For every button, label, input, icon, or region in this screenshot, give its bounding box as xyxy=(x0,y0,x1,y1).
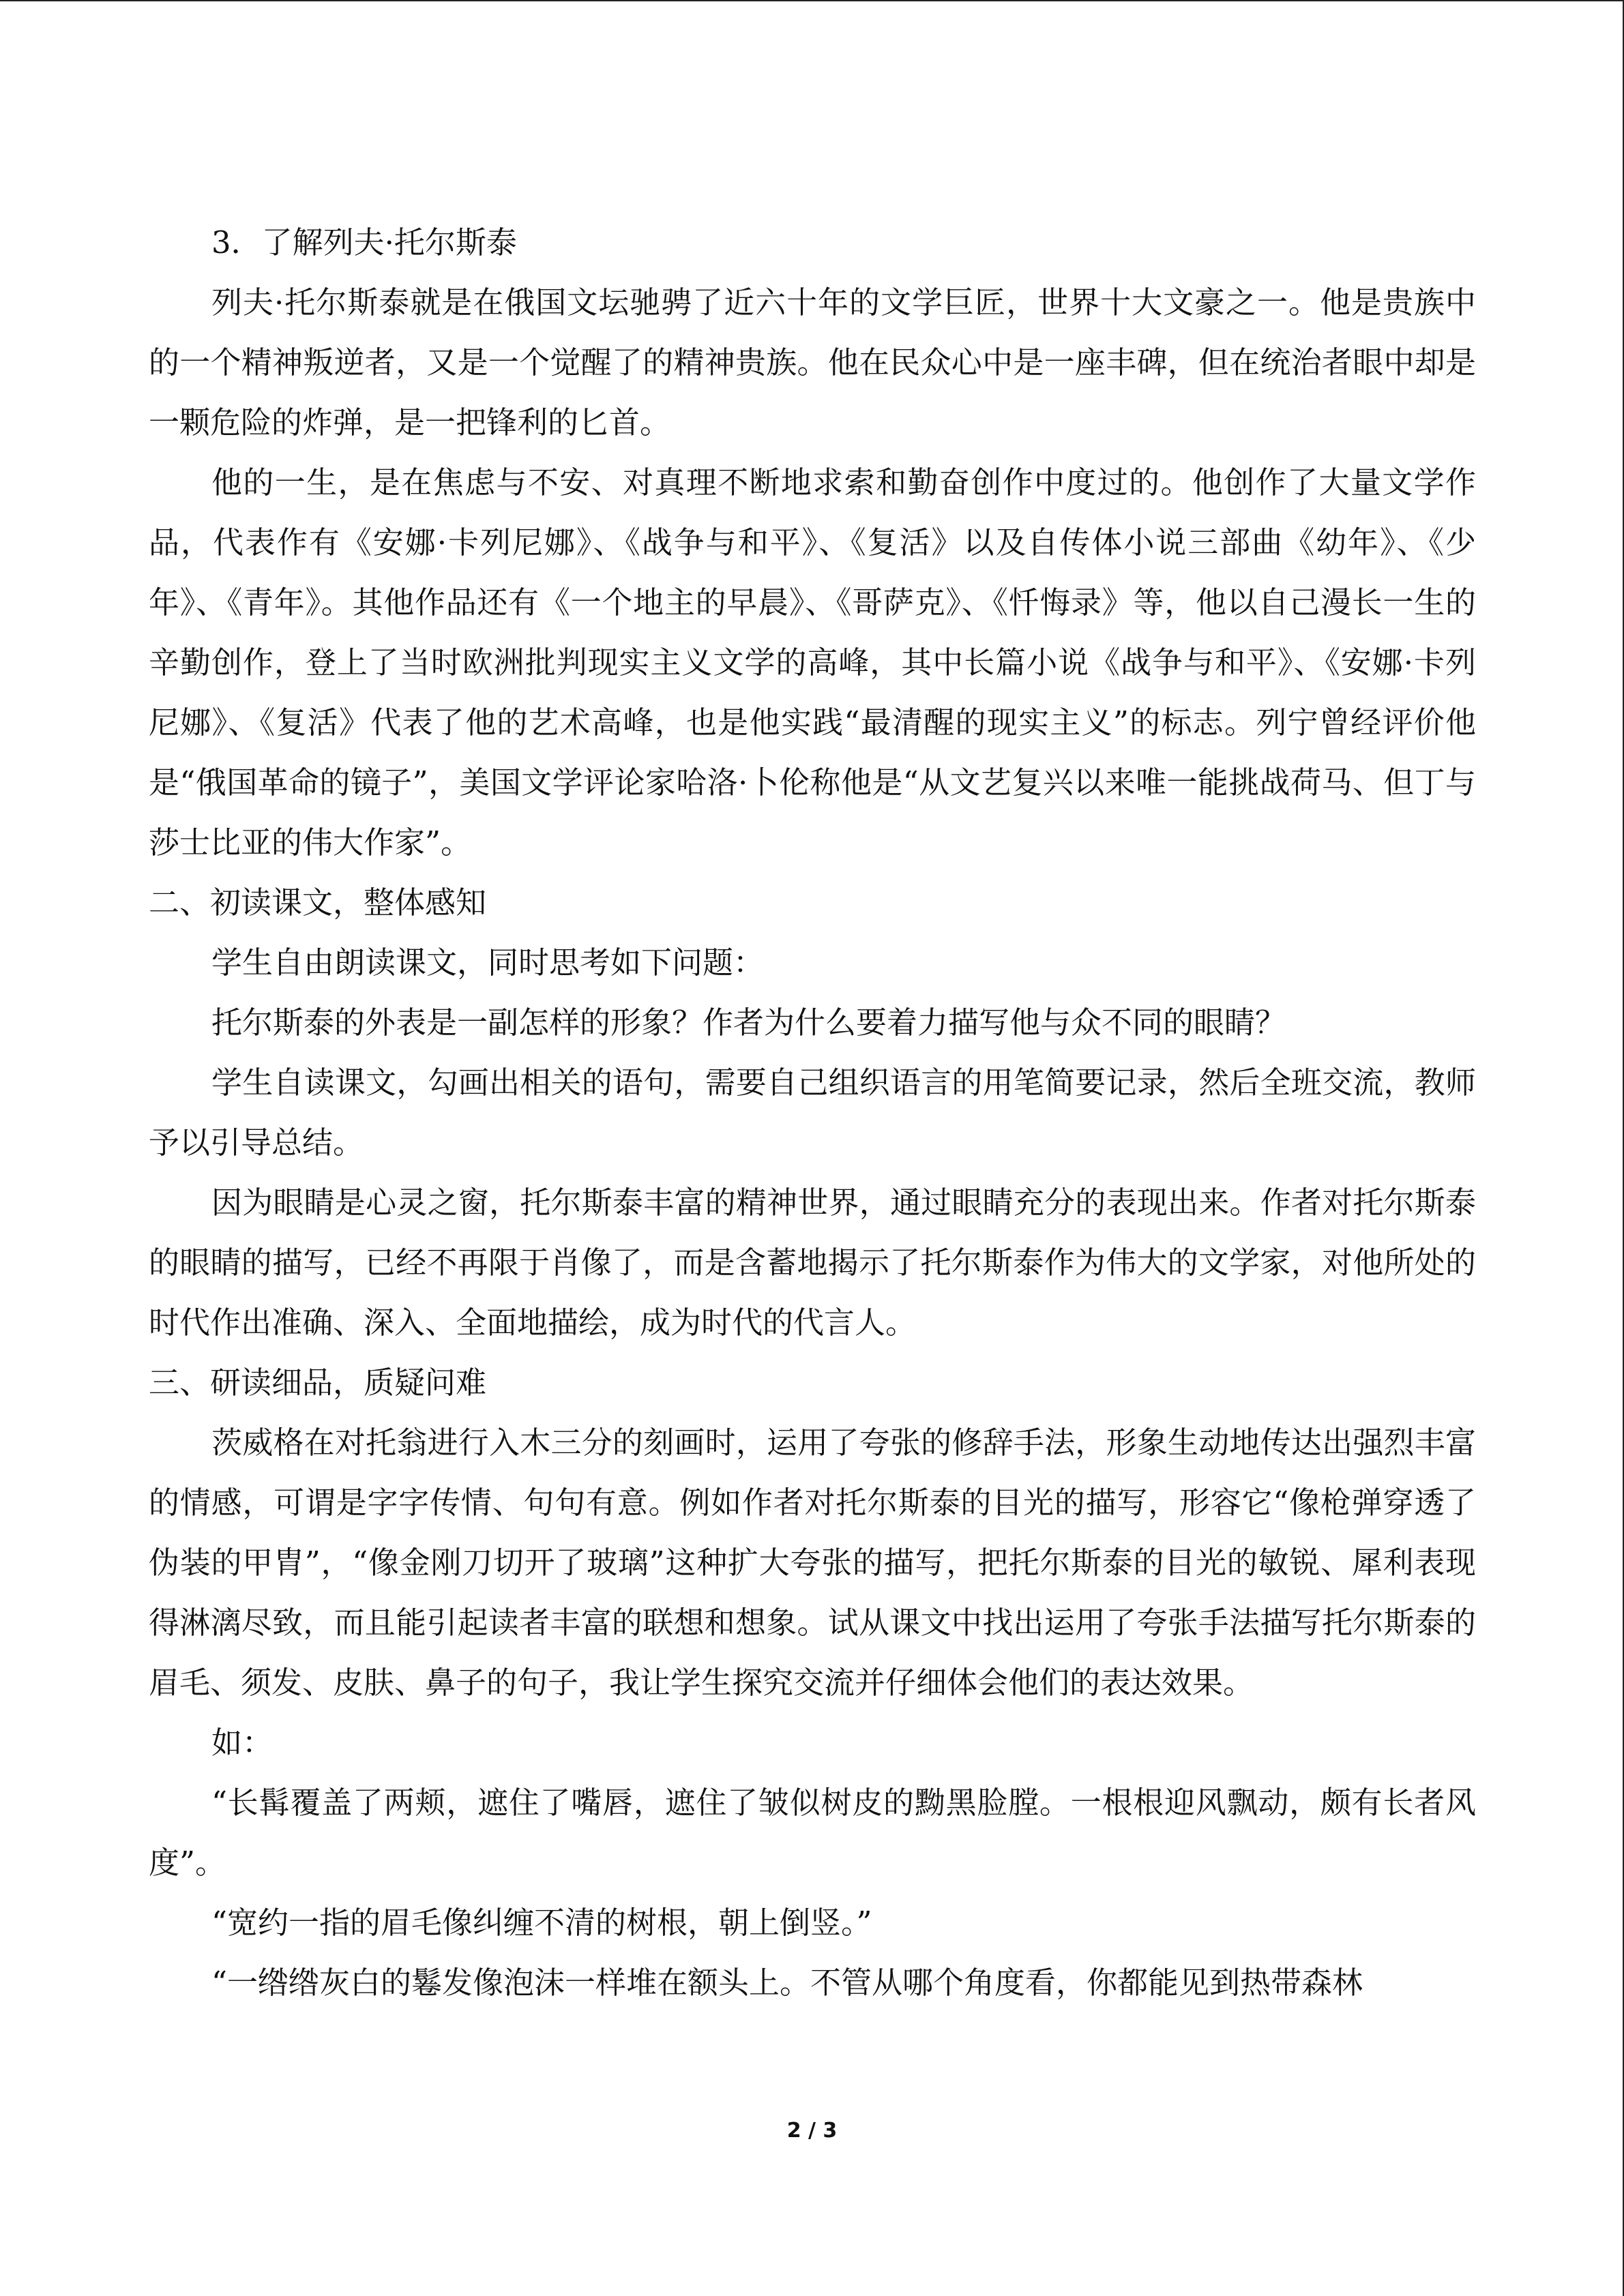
quote-paragraph: “一绺绺灰白的鬈发像泡沫一样堆在额头上。不管从哪个角度看，你都能见到热带森林 xyxy=(211,1965,1363,2001)
document-body xyxy=(149,213,1476,2013)
section-heading: 三、研读细品，质疑问难 xyxy=(149,1365,487,1401)
paragraph: 学生自读课文，勾画出相关的语句，需要自己组织语言的用笔简要记录，然后全班交流，教师予以引导总结。 xyxy=(149,1064,1476,1161)
paragraph: 因为眼睛是心灵之窗，托尔斯泰丰富的精神世界，通过眼睛充分的表现出来。作者对托尔斯泰的眼睛的描写，已经不再限于肖像了，而是含蓄地揭示了托尔斯泰作为伟大的文学家，对他所处的时代作出准确、深入、全面地描绘，成为时代的代言人。 xyxy=(149,1184,1476,1341)
paragraph: 列夫·托尔斯泰就是在俄国文坛驰骋了近六十年的文学巨匠，世界十大文豪之一。他是贵族中的一个精神叛逆者，又是一个觉醒了的精神贵族。他在民众心中是一座丰碑，但在统治者眼中却是一颗危险的炸弹，是一把锋利的匕首。 xyxy=(149,284,1476,441)
quote-paragraph: “长髯覆盖了两颊，遮住了嘴唇，遮住了皱似树皮的黝黑脸膛。一根根迎风飘动，颇有长者风度”。 xyxy=(149,1785,1476,1881)
section-heading: 二、初读课文，整体感知 xyxy=(149,884,487,921)
paragraph: 他的一生，是在焦虑与不安、对真理不断地求索和勤奋创作中度过的。他创作了大量文学作品，代表作有《安娜·卡列尼娜》、《战争与和平》、《复活》以及自传体小说三部曲《幼年》、《少年》、《青年》。其他作品还有《一个地主的早晨》、《哥萨克》、《忏悔录》等，他以自己漫长一生的辛勤创作，登上了当时欧洲批判现实主义文学的高峰，其中长篇小说《战争与和平》、《安娜·卡列尼娜》、《复活》代表了他的艺术高峰，也是他实践“最清醒的现实主义”的标志。列宁曾经评价他是“俄国革命的镜子”，美国文学评论家哈洛·卜伦称他是“从文艺复兴以来唯一能挑战荷马、但丁与莎士比亚的伟大作家”。 xyxy=(149,464,1476,861)
paragraph: 学生自由朗读课文，同时思考如下问题： xyxy=(211,944,765,981)
section-subheading: 3．了解列夫·托尔斯泰 xyxy=(211,224,517,260)
page-number: 2 / 3 xyxy=(786,2119,838,2143)
paragraph: 如： xyxy=(211,1725,274,1761)
quote-paragraph: “宽约一指的眉毛像纠缠不清的树根，朝上倒竖。” xyxy=(211,1905,872,1941)
paragraph: 茨威格在对托翁进行入木三分的刻画时，运用了夸张的修辞手法，形象生动地传达出强烈丰富的情感，可谓是字字传情、句句有意。例如作者对托尔斯泰的目光的描写，形容它“像枪弹穿透了伪装的甲胄”，“像金刚刀切开了玻璃”这种扩大夸张的描写，把托尔斯泰的目光的敏锐、犀利表现得淋漓尽致，而且能引起读者丰富的联想和想象。试从课文中找出运用了夸张手法描写托尔斯泰的眉毛、须发、皮肤、鼻子的句子，我让学生探究交流并仔细体会他们的表达效果。 xyxy=(149,1425,1476,1701)
paragraph: 托尔斯泰的外表是一副怎样的形象？作者为什么要着力描写他与众不同的眼睛？ xyxy=(211,1004,1286,1041)
